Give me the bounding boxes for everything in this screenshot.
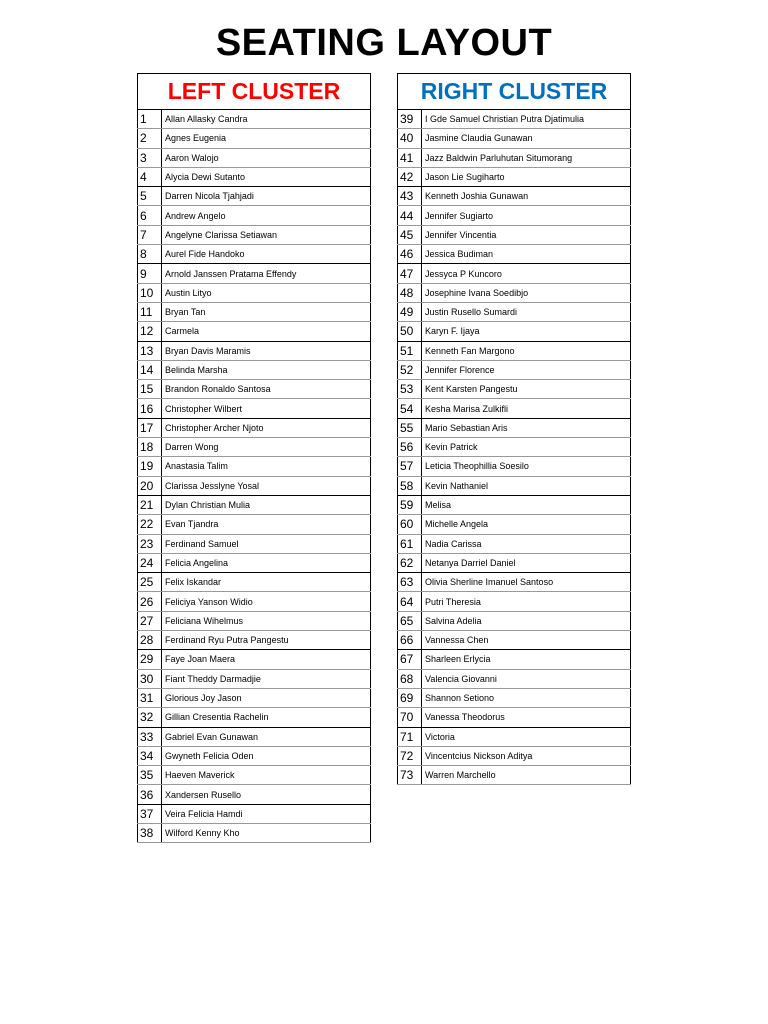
seat-row bbox=[138, 399, 371, 418]
seat-row bbox=[398, 206, 631, 225]
right-cluster-table bbox=[397, 73, 631, 785]
seat-name: Christopher Archer Njoto bbox=[162, 418, 371, 437]
seat-number: 30 bbox=[138, 669, 162, 688]
seat-number: 19 bbox=[138, 457, 162, 476]
seat-number: 43 bbox=[398, 187, 422, 206]
left-cluster-table bbox=[137, 73, 371, 843]
seat-name: Allan Allasky Candra bbox=[162, 110, 371, 129]
seat-row bbox=[398, 283, 631, 302]
seat-name: Warren Marchello bbox=[422, 766, 631, 785]
seat-name: Kesha Marisa Zulkifli bbox=[422, 399, 631, 418]
seat-row bbox=[398, 148, 631, 167]
seat-number: 51 bbox=[398, 341, 422, 360]
seat-row bbox=[398, 669, 631, 688]
seat-name: Dylan Christian Mulia bbox=[162, 495, 371, 514]
seat-number: 10 bbox=[138, 283, 162, 302]
seat-row bbox=[138, 206, 371, 225]
seat-row bbox=[398, 766, 631, 785]
seat-number: 32 bbox=[138, 708, 162, 727]
seat-number: 22 bbox=[138, 515, 162, 534]
seat-number: 24 bbox=[138, 553, 162, 572]
seat-name: Sharleen Erlycia bbox=[422, 650, 631, 669]
seat-name: Clarissa Jesslyne Yosal bbox=[162, 476, 371, 495]
seat-name: Netanya Darriel Daniel bbox=[422, 553, 631, 572]
seat-number: 9 bbox=[138, 264, 162, 283]
seat-row bbox=[138, 534, 371, 553]
seat-number: 27 bbox=[138, 611, 162, 630]
seat-name: Melisa bbox=[422, 495, 631, 514]
seat-number: 35 bbox=[138, 766, 162, 785]
seat-name: Ferdinand Ryu Putra Pangestu bbox=[162, 631, 371, 650]
seat-number: 70 bbox=[398, 708, 422, 727]
seat-row bbox=[138, 823, 371, 842]
seat-name: Jennifer Florence bbox=[422, 360, 631, 379]
seat-number: 16 bbox=[138, 399, 162, 418]
seat-name: Jennifer Sugiarto bbox=[422, 206, 631, 225]
seat-name: Darren Wong bbox=[162, 438, 371, 457]
seat-number: 60 bbox=[398, 515, 422, 534]
seat-row bbox=[398, 515, 631, 534]
seat-name: Felicia Angelina bbox=[162, 553, 371, 572]
seat-row bbox=[398, 573, 631, 592]
seat-number: 26 bbox=[138, 592, 162, 611]
seat-name: Vanessa Theodorus bbox=[422, 708, 631, 727]
seat-number: 62 bbox=[398, 553, 422, 572]
seat-number: 47 bbox=[398, 264, 422, 283]
seat-number: 37 bbox=[138, 804, 162, 823]
seat-name: Aurel Fide Handoko bbox=[162, 245, 371, 264]
seat-name: Jessyca P Kuncoro bbox=[422, 264, 631, 283]
seat-number: 56 bbox=[398, 438, 422, 457]
seat-name: Bryan Tan bbox=[162, 302, 371, 321]
seat-number: 58 bbox=[398, 476, 422, 495]
seat-number: 28 bbox=[138, 631, 162, 650]
seat-row bbox=[398, 322, 631, 341]
seat-name: Felix Iskandar bbox=[162, 573, 371, 592]
seat-name: Evan Tjandra bbox=[162, 515, 371, 534]
seat-name: Michelle Angela bbox=[422, 515, 631, 534]
left-cluster-rows bbox=[138, 110, 371, 843]
seat-row bbox=[398, 129, 631, 148]
seat-row bbox=[138, 746, 371, 765]
seat-name: Jessica Budiman bbox=[422, 245, 631, 264]
seat-name: Aaron Walojo bbox=[162, 148, 371, 167]
seat-name: Feliciana Wihelmus bbox=[162, 611, 371, 630]
seat-number: 3 bbox=[138, 148, 162, 167]
seat-row bbox=[138, 457, 371, 476]
seat-name: Gwyneth Felicia Oden bbox=[162, 746, 371, 765]
seat-name: Veira Felicia Hamdi bbox=[162, 804, 371, 823]
seat-row bbox=[398, 302, 631, 321]
seat-number: 44 bbox=[398, 206, 422, 225]
seat-number: 52 bbox=[398, 360, 422, 379]
seat-row bbox=[138, 592, 371, 611]
seat-row bbox=[138, 650, 371, 669]
seat-number: 57 bbox=[398, 457, 422, 476]
seat-row bbox=[138, 515, 371, 534]
seat-row bbox=[398, 631, 631, 650]
seat-name: Darren Nicola Tjahjadi bbox=[162, 187, 371, 206]
seat-row bbox=[138, 129, 371, 148]
seat-number: 65 bbox=[398, 611, 422, 630]
seat-number: 31 bbox=[138, 688, 162, 707]
seat-number: 41 bbox=[398, 148, 422, 167]
seat-row bbox=[398, 245, 631, 264]
seat-number: 21 bbox=[138, 495, 162, 514]
seat-number: 36 bbox=[138, 785, 162, 804]
seat-number: 6 bbox=[138, 206, 162, 225]
seat-row bbox=[398, 592, 631, 611]
seat-row bbox=[398, 688, 631, 707]
seat-name: Karyn F. Ijaya bbox=[422, 322, 631, 341]
seat-row bbox=[138, 380, 371, 399]
seat-number: 39 bbox=[398, 110, 422, 129]
seat-number: 12 bbox=[138, 322, 162, 341]
seat-name: Putri Theresia bbox=[422, 592, 631, 611]
seat-name: Haeven Maverick bbox=[162, 766, 371, 785]
seat-name: Josephine Ivana Soedibjo bbox=[422, 283, 631, 302]
seat-name: Salvina Adelia bbox=[422, 611, 631, 630]
seat-name: Faye Joan Maera bbox=[162, 650, 371, 669]
seat-name: Wilford Kenny Kho bbox=[162, 823, 371, 842]
seat-number: 34 bbox=[138, 746, 162, 765]
seat-row bbox=[138, 553, 371, 572]
seat-name: Anastasia Talim bbox=[162, 457, 371, 476]
seat-name: Belinda Marsha bbox=[162, 360, 371, 379]
seat-name: Andrew Angelo bbox=[162, 206, 371, 225]
seat-number: 40 bbox=[398, 129, 422, 148]
seat-row bbox=[138, 476, 371, 495]
seat-number: 17 bbox=[138, 418, 162, 437]
seat-row bbox=[398, 399, 631, 418]
seat-name: Agnes Eugenia bbox=[162, 129, 371, 148]
seat-number: 11 bbox=[138, 302, 162, 321]
seat-row bbox=[138, 110, 371, 129]
seat-number: 33 bbox=[138, 727, 162, 746]
seat-number: 7 bbox=[138, 225, 162, 244]
seat-name: I Gde Samuel Christian Putra Djatimulia bbox=[422, 110, 631, 129]
seat-row bbox=[138, 418, 371, 437]
seat-name: Vincentcius Nickson Aditya bbox=[422, 746, 631, 765]
seat-row bbox=[138, 167, 371, 186]
seat-row bbox=[138, 631, 371, 650]
seat-row bbox=[138, 264, 371, 283]
seat-name: Gabriel Evan Gunawan bbox=[162, 727, 371, 746]
seat-number: 18 bbox=[138, 438, 162, 457]
seat-name: Christopher Wilbert bbox=[162, 399, 371, 418]
seat-row bbox=[138, 302, 371, 321]
seat-row bbox=[398, 495, 631, 514]
seat-number: 50 bbox=[398, 322, 422, 341]
seat-name: Leticia Theophillia Soesilo bbox=[422, 457, 631, 476]
seat-number: 64 bbox=[398, 592, 422, 611]
seat-row bbox=[398, 650, 631, 669]
seat-number: 61 bbox=[398, 534, 422, 553]
seat-name: Kent Karsten Pangestu bbox=[422, 380, 631, 399]
seat-number: 46 bbox=[398, 245, 422, 264]
seat-number: 38 bbox=[138, 823, 162, 842]
seat-number: 29 bbox=[138, 650, 162, 669]
seat-row bbox=[398, 418, 631, 437]
seat-row bbox=[398, 110, 631, 129]
seat-row bbox=[138, 148, 371, 167]
seat-number: 48 bbox=[398, 283, 422, 302]
seat-number: 23 bbox=[138, 534, 162, 553]
seat-row bbox=[138, 225, 371, 244]
seat-row bbox=[138, 438, 371, 457]
seat-row bbox=[138, 283, 371, 302]
seat-row bbox=[398, 476, 631, 495]
seat-name: Alycia Dewi Sutanto bbox=[162, 167, 371, 186]
seat-name: Fiant Theddy Darmadjie bbox=[162, 669, 371, 688]
seat-row bbox=[138, 341, 371, 360]
seat-row bbox=[138, 322, 371, 341]
seat-number: 55 bbox=[398, 418, 422, 437]
seat-row bbox=[138, 187, 371, 206]
seat-name: Kevin Nathaniel bbox=[422, 476, 631, 495]
seat-row bbox=[398, 360, 631, 379]
seat-row bbox=[398, 380, 631, 399]
seat-name: Jason Lie Sugiharto bbox=[422, 167, 631, 186]
seat-name: Vannessa Chen bbox=[422, 631, 631, 650]
seat-name: Olivia Sherline Imanuel Santoso bbox=[422, 573, 631, 592]
seat-number: 15 bbox=[138, 380, 162, 399]
seat-row bbox=[138, 245, 371, 264]
seat-name: Xandersen Rusello bbox=[162, 785, 371, 804]
seat-name: Jazz Baldwin Parluhutan Situmorang bbox=[422, 148, 631, 167]
left-cluster-header: LEFT CLUSTER bbox=[138, 74, 371, 110]
seat-row bbox=[398, 264, 631, 283]
seat-row bbox=[138, 708, 371, 727]
seat-number: 14 bbox=[138, 360, 162, 379]
seat-number: 66 bbox=[398, 631, 422, 650]
seat-name: Valencia Giovanni bbox=[422, 669, 631, 688]
seat-name: Nadia Carissa bbox=[422, 534, 631, 553]
seat-name: Arnold Janssen Pratama Effendy bbox=[162, 264, 371, 283]
seat-row bbox=[138, 611, 371, 630]
seat-name: Gillian Cresentia Rachelin bbox=[162, 708, 371, 727]
seat-name: Justin Rusello Sumardi bbox=[422, 302, 631, 321]
seat-name: Victoria bbox=[422, 727, 631, 746]
seat-number: 68 bbox=[398, 669, 422, 688]
seat-number: 2 bbox=[138, 129, 162, 148]
seat-row bbox=[398, 553, 631, 572]
seat-row bbox=[398, 341, 631, 360]
seat-name: Brandon Ronaldo Santosa bbox=[162, 380, 371, 399]
seat-row bbox=[138, 727, 371, 746]
right-cluster-rows bbox=[398, 110, 631, 785]
seat-number: 25 bbox=[138, 573, 162, 592]
seat-name: Kevin Patrick bbox=[422, 438, 631, 457]
seat-row bbox=[138, 669, 371, 688]
seat-name: Kenneth Fan Margono bbox=[422, 341, 631, 360]
seat-row bbox=[398, 225, 631, 244]
seat-number: 53 bbox=[398, 380, 422, 399]
seat-number: 63 bbox=[398, 573, 422, 592]
seat-name: Shannon Setiono bbox=[422, 688, 631, 707]
seat-row bbox=[138, 360, 371, 379]
seat-name: Angelyne Clarissa Setiawan bbox=[162, 225, 371, 244]
seat-number: 69 bbox=[398, 688, 422, 707]
seat-row bbox=[138, 804, 371, 823]
seat-number: 71 bbox=[398, 727, 422, 746]
seat-name: Glorious Joy Jason bbox=[162, 688, 371, 707]
seat-number: 49 bbox=[398, 302, 422, 321]
seat-row bbox=[398, 708, 631, 727]
seat-number: 67 bbox=[398, 650, 422, 669]
seat-number: 1 bbox=[138, 110, 162, 129]
seat-row bbox=[398, 727, 631, 746]
seat-number: 72 bbox=[398, 746, 422, 765]
seat-name: Ferdinand Samuel bbox=[162, 534, 371, 553]
seat-number: 5 bbox=[138, 187, 162, 206]
seat-number: 20 bbox=[138, 476, 162, 495]
seat-row bbox=[138, 688, 371, 707]
seat-row bbox=[398, 534, 631, 553]
seat-number: 59 bbox=[398, 495, 422, 514]
seat-name: Mario Sebastian Aris bbox=[422, 418, 631, 437]
seat-name: Carmela bbox=[162, 322, 371, 341]
seat-name: Jasmine Claudia Gunawan bbox=[422, 129, 631, 148]
seat-number: 42 bbox=[398, 167, 422, 186]
seat-row bbox=[398, 438, 631, 457]
seat-row bbox=[138, 766, 371, 785]
page-title: SEATING LAYOUT bbox=[215, 22, 553, 64]
right-cluster-header: RIGHT CLUSTER bbox=[398, 74, 631, 110]
seat-number: 73 bbox=[398, 766, 422, 785]
seat-row bbox=[138, 785, 371, 804]
seat-number: 45 bbox=[398, 225, 422, 244]
seat-name: Austin Lityo bbox=[162, 283, 371, 302]
seat-row bbox=[398, 457, 631, 476]
seat-number: 13 bbox=[138, 341, 162, 360]
seat-row bbox=[398, 611, 631, 630]
seat-row bbox=[138, 495, 371, 514]
seat-number: 8 bbox=[138, 245, 162, 264]
seat-name: Kenneth Joshia Gunawan bbox=[422, 187, 631, 206]
seat-row bbox=[398, 187, 631, 206]
seat-name: Jennifer Vincentia bbox=[422, 225, 631, 244]
seat-row bbox=[398, 167, 631, 186]
seat-name: Feliciya Yanson Widio bbox=[162, 592, 371, 611]
seat-row bbox=[398, 746, 631, 765]
seat-number: 54 bbox=[398, 399, 422, 418]
seat-number: 4 bbox=[138, 167, 162, 186]
seat-name: Bryan Davis Maramis bbox=[162, 341, 371, 360]
seat-row bbox=[138, 573, 371, 592]
